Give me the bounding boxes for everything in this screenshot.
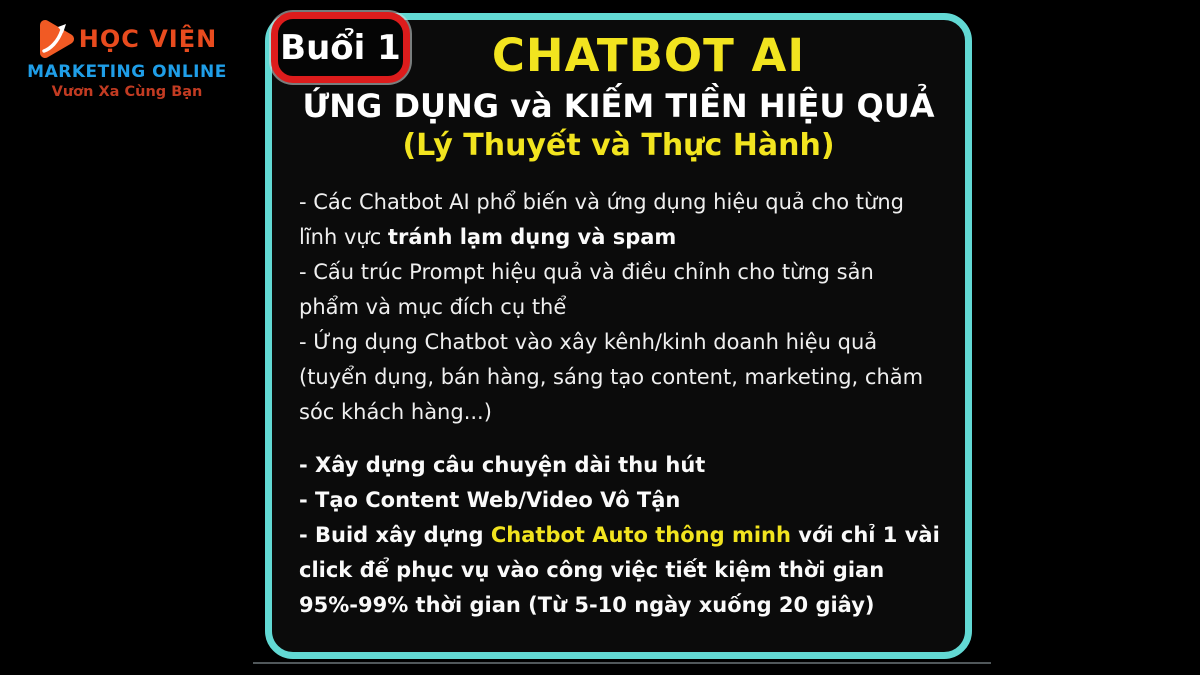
text-segment: - Buid xây dựng: [299, 522, 491, 547]
bullet-line: - Xây dựng câu chuyện dài thu hút: [299, 452, 706, 477]
bullet-line: sóc khách hàng...): [299, 399, 492, 424]
bullet-line: (tuyển dụng, bán hàng, sáng tạo content, marketing, chăm: [299, 364, 924, 389]
slide-title: CHATBOT AI: [491, 29, 806, 82]
slide-panel: [265, 13, 972, 659]
logo-title: HỌC VIỆN: [78, 25, 218, 53]
bullet-group-benefits: [299, 448, 965, 623]
logo-subtitle: MARKETING ONLINE: [27, 62, 227, 82]
bullet-line: phẩm và mục đích cụ thể: [299, 294, 567, 319]
bullet-line: [299, 518, 965, 553]
bullet-line: - Tạo Content Web/Video Vô Tận: [299, 487, 681, 512]
bullet-line: click để phục vụ vào công việc tiết kiệm thời gian: [299, 557, 885, 582]
bullet-line: 95%-99% thời gian (Từ 5-10 ngày xuống 20 giây): [299, 592, 875, 617]
logo: [22, 18, 232, 100]
bullet-group-topics: [299, 185, 965, 430]
text-segment: với chỉ 1 vài: [790, 522, 940, 547]
slide-body: [272, 185, 965, 623]
bullet-line: [299, 220, 965, 255]
bullet-line: - Các Chatbot AI phổ biến và ứng dụng hiệu quả cho từng: [299, 189, 904, 214]
slide-note: (Lý Thuyết và Thực Hành): [402, 128, 835, 164]
logo-tagline: Vươn Xa Cùng Bạn: [51, 84, 203, 100]
play-swoosh-icon: [37, 18, 75, 60]
slide-subtitle: ỨNG DỤNG và KIẾM TIỀN HIỆU QUẢ: [302, 86, 935, 125]
bullet-line: - Ứng dụng Chatbot vào xây kênh/kinh doanh hiệu quả: [299, 329, 878, 354]
panel-shadow-line: [253, 662, 991, 664]
bullet-line: - Cấu trúc Prompt hiệu quả và điều chỉnh cho từng sản: [299, 259, 874, 284]
text-segment-highlight: Chatbot Auto thông minh: [490, 522, 791, 547]
text-segment-bold: tránh lạm dụng và spam: [387, 224, 677, 249]
session-badge-label: Buổi 1: [280, 27, 401, 68]
session-badge: [271, 12, 410, 83]
text-segment: lĩnh vực: [299, 224, 388, 249]
